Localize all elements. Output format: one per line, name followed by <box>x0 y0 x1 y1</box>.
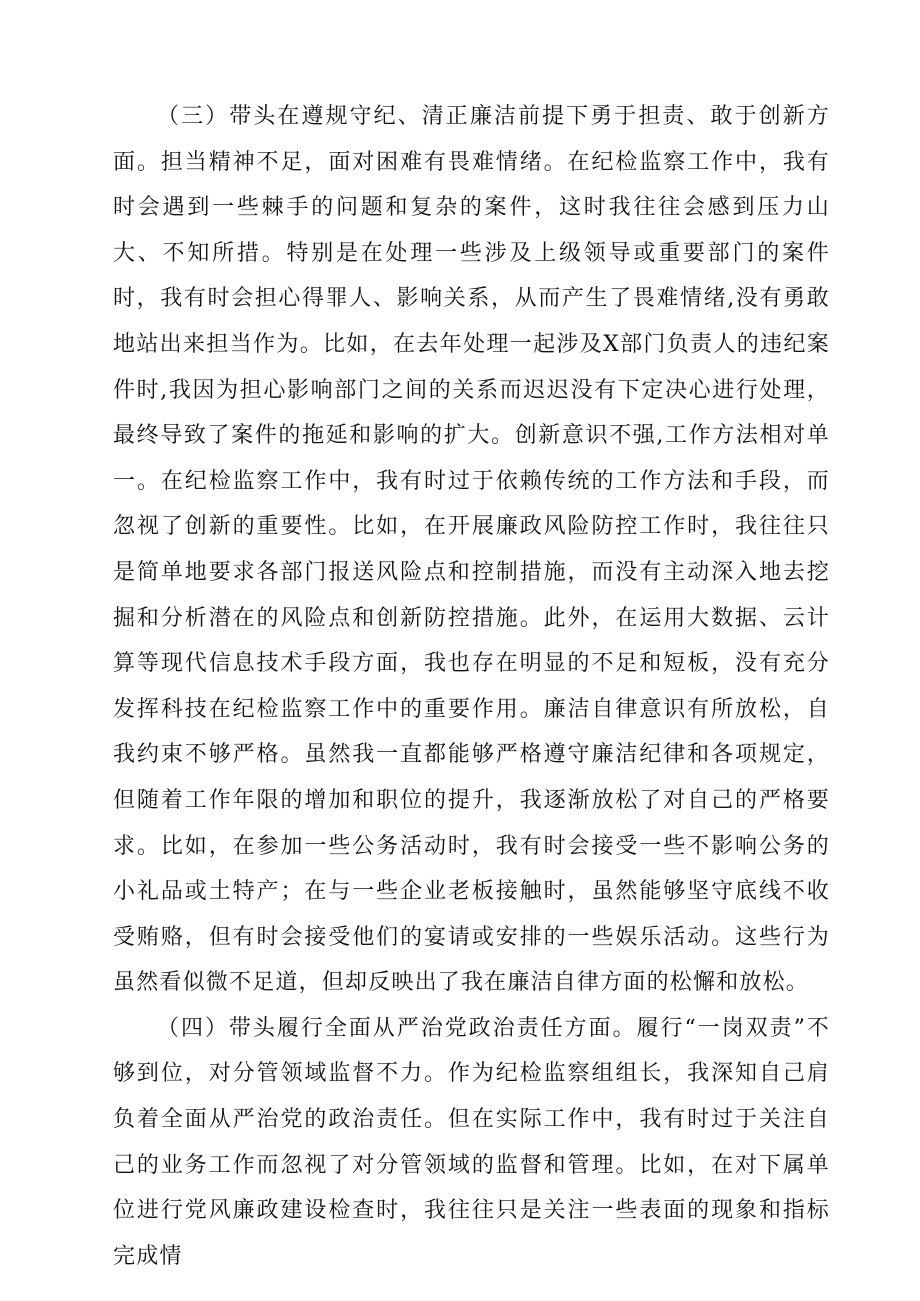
paragraph-section-four: （四）带头履行全面从严治党政治责任方面。履行“一岗双责”不够到位，对分管领域监督不力。作为纪检监察组组长，我深知自己肩负着全面从严治党的政治责任。但在实际工作中，我有时过于关注自己的业务工作而忽视了对分管领域的监督和管理。比如，在对下属单位进行党风廉政建设检查时，我往往只是关注一些表面的现象和指标完成情 <box>113 1015 830 1269</box>
paragraph-section-three: （三）带头在遵规守纪、清正廉洁前提下勇于担责、敢于创新方面。担当精神不足，面对困难有畏难情绪。在纪检监察工作中，我有时会遇到一些棘手的问题和复杂的案件，这时我往往会感到压力山大、不知所措。特别是在处理一些涉及上级领导或重要部门的案件时，我有时会担心得罪人、影响关系，从而产生了畏难情绪,没有勇敢地站出来担当作为。比如，在去年处理一起涉及X部门负责人的违纪案件时,我因为担心影响部门之间的关系而迟迟没有下定决心进行处理，最终导致了案件的拖延和影响的扩大。创新意识不强,工作方法相对单一。在纪检监察工作中，我有时过于依赖传统的工作方法和手段，而忽视了创新的重要性。比如，在开展廉政风险防控工作时，我往往只是简单地要求各部门报送风险点和控制措施，而没有主动深入地去挖掘和分析潜在的风险点和创新防控措施。此外，在运用大数据、云计算等现代信息技术手段方面，我也存在明显的不足和短板，没有充分发挥科技在纪检监察工作中的重要作用。廉洁自律意识有所放松，自我约束不够严格。虽然我一直都能够严格遵守廉洁纪律和各项规定，但随着工作年限的增加和职位的提升，我逐渐放松了对自己的严格要求。比如，在参加一些公务活动时，我有时会接受一些不影响公务的小礼品或土特产；在与一些企业老板接触时，虽然能够坚守底线不收受贿赂，但有时会接受他们的宴请或安排的一些娱乐活动。这些行为虽然看似微不足道，但却反映出了我在廉洁自律方面的松懈和放松。 <box>113 104 830 996</box>
document-body <box>113 94 830 1279</box>
